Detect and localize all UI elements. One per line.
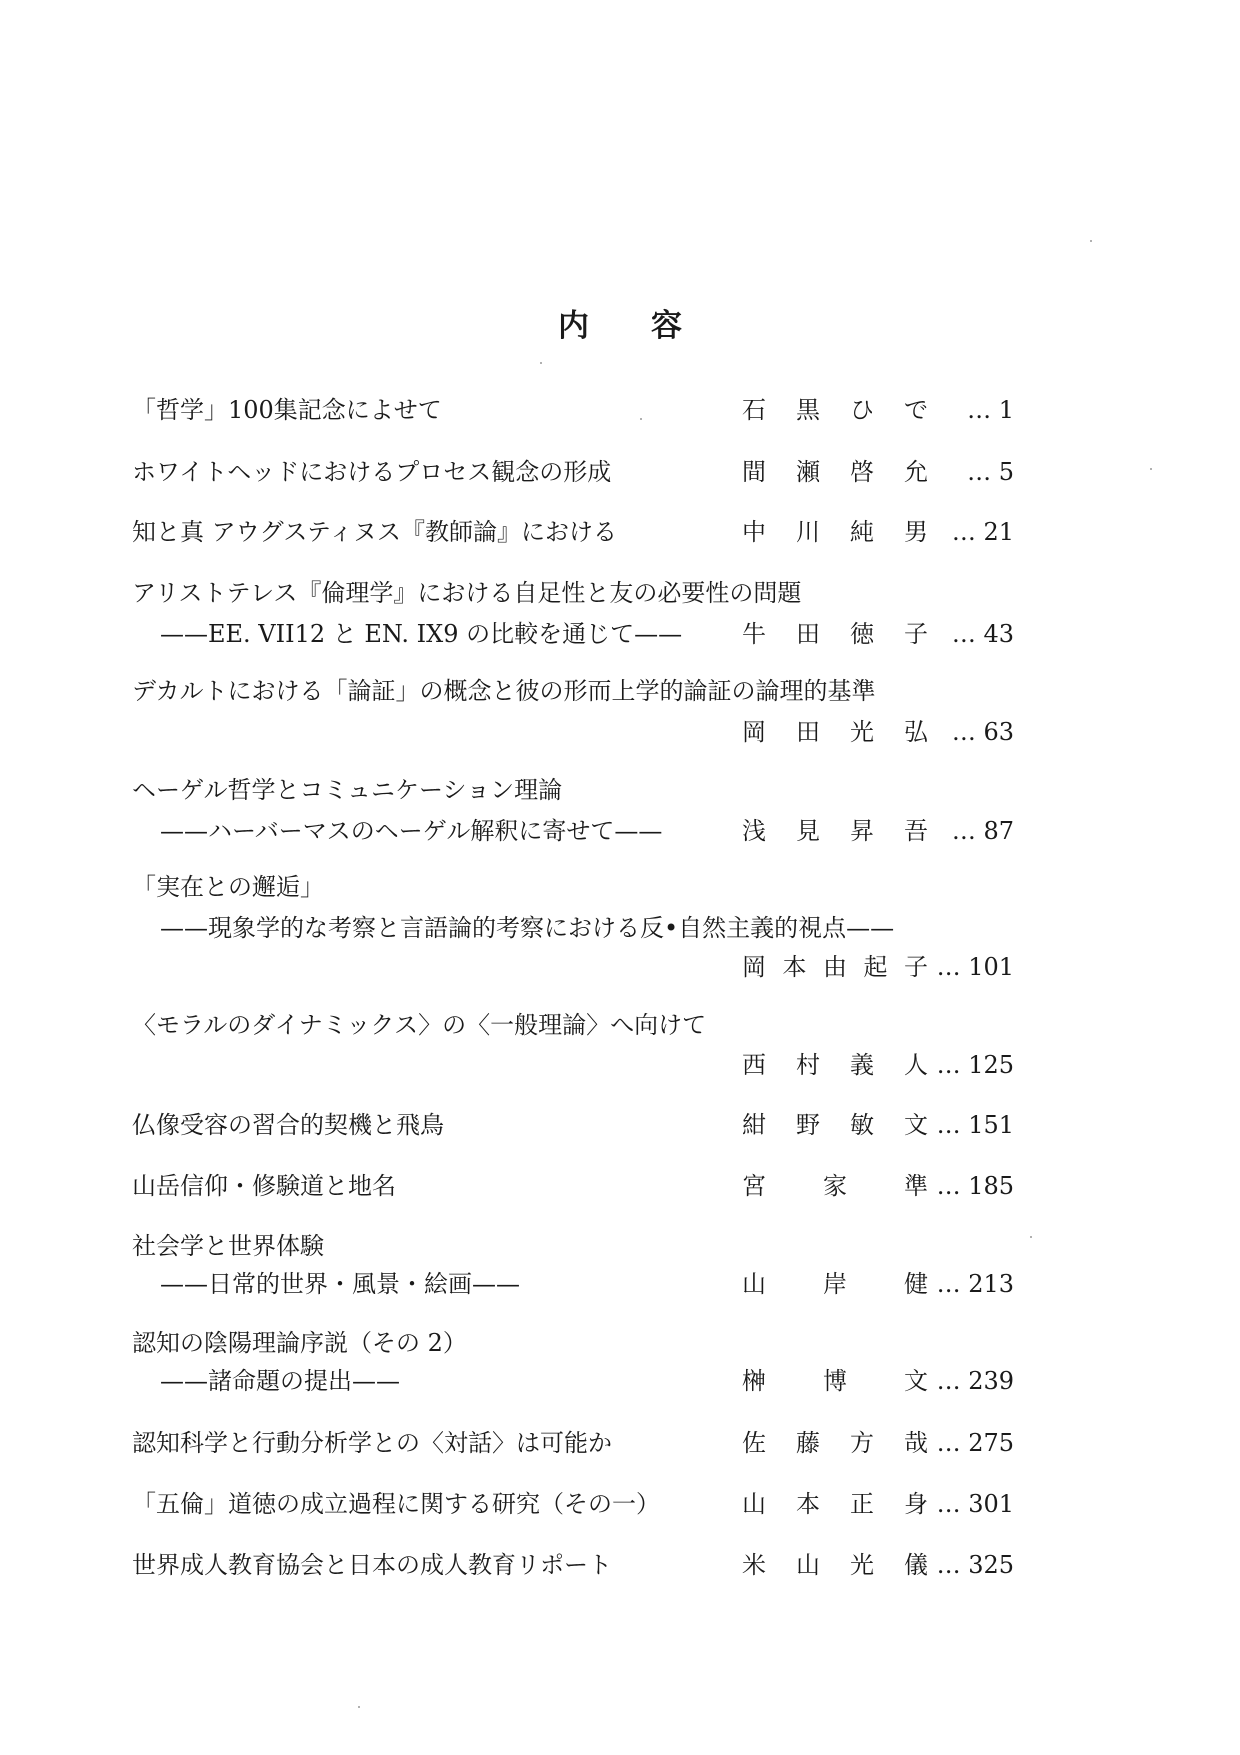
entry-title: 「哲学」100集記念によせて (132, 396, 442, 424)
author-char: 石 (742, 396, 766, 424)
entry-title: 社会学と世界体験 (132, 1232, 324, 1260)
entry-title: 山岳信仰・修験道と地名 (132, 1172, 396, 1200)
entry-author (742, 1487, 928, 1521)
author-char: 浅 (742, 817, 766, 845)
entry-page: … 87 (951, 817, 1014, 845)
entry-author (742, 617, 928, 651)
author-char: 黒 (796, 396, 820, 424)
author-char: 田 (796, 620, 820, 648)
author-char: 子 (904, 620, 928, 648)
entry-page: … 301 (936, 1490, 1014, 1518)
author-char: 本 (782, 953, 807, 981)
author-char: 啓 (850, 458, 874, 486)
author-char: 紺 (742, 1111, 766, 1139)
author-char: 純 (850, 518, 874, 546)
author-char: 岸 (823, 1270, 847, 1298)
entry-subtitle: ——諸命題の提出—— (160, 1367, 400, 1395)
entry-page: … 151 (936, 1111, 1014, 1139)
author-char: ひ (850, 396, 874, 424)
entry-title: 世界成人教育協会と日本の成人教育リポート (132, 1551, 612, 1579)
entry-author (742, 1364, 928, 1398)
scan-speck (1150, 468, 1152, 470)
author-char: 弘 (904, 718, 928, 746)
entry-author (742, 950, 928, 984)
author-char: 中 (742, 518, 766, 546)
author-char: 健 (904, 1270, 928, 1298)
author-char: 牛 (742, 620, 766, 648)
author-char: で (904, 396, 928, 424)
entry-title: 「実在との邂逅」 (132, 873, 324, 901)
entry-title: 「五倫」道徳の成立過程に関する研究（その一） (132, 1490, 660, 1518)
entry-author (742, 455, 928, 489)
entry-title: 知と真 アウグスティヌス『教師論』における (132, 518, 617, 546)
entry-page: … 239 (936, 1367, 1014, 1395)
scan-speck (540, 362, 542, 364)
entry-author (742, 814, 928, 848)
author-char: 方 (850, 1429, 874, 1457)
author-char: 光 (850, 1551, 874, 1579)
author-char: 宮 (742, 1172, 766, 1200)
entry-title: 認知の陰陽理論序説（その 2） (132, 1329, 467, 1357)
author-char: 見 (796, 817, 820, 845)
author-char: 間 (742, 458, 766, 486)
author-char: 由 (823, 953, 847, 981)
author-char: 村 (796, 1051, 820, 1079)
entry-page: … 325 (936, 1551, 1014, 1579)
entry-title: 仏像受容の習合的契機と飛鳥 (132, 1111, 444, 1139)
scan-speck (640, 418, 642, 420)
author-char: 起 (863, 953, 888, 981)
entry-page: … 125 (936, 1051, 1014, 1079)
author-char: 哉 (904, 1429, 928, 1457)
author-char: 瀬 (796, 458, 820, 486)
entry-page: … 63 (951, 718, 1014, 746)
entry-subtitle: ——日常的世界・風景・絵画—— (160, 1270, 520, 1298)
entry-author (742, 515, 928, 549)
entry-author (742, 1548, 928, 1582)
author-char: 身 (904, 1490, 928, 1518)
author-char: 光 (850, 718, 874, 746)
author-char: 家 (823, 1172, 847, 1200)
author-char: 徳 (850, 620, 874, 648)
author-char: 博 (823, 1367, 847, 1395)
scan-speck (358, 1706, 360, 1708)
author-char: 山 (796, 1551, 820, 1579)
author-char: 儀 (904, 1551, 928, 1579)
author-char: 榊 (742, 1367, 766, 1395)
entry-subtitle: ——EE. VII12 と EN. IX9 の比較を通じて—— (160, 620, 683, 648)
author-char: 西 (742, 1051, 766, 1079)
entry-subtitle: ——現象学的な考察と言語論的考察における反•自然主義的視点—— (160, 914, 895, 942)
entry-title: デカルトにおける「論証」の概念と彼の形而上学的論証の論理的基準 (132, 677, 876, 705)
author-char: 岡 (742, 953, 766, 981)
entry-title: 〈モラルのダイナミックス〉の〈一般理論〉へ向けて (132, 1011, 707, 1039)
author-char: 義 (850, 1051, 874, 1079)
author-char: 山 (742, 1490, 766, 1518)
scan-speck (1030, 1236, 1032, 1238)
entry-subtitle: ——ハーバーマスのヘーゲル解釈に寄せて—— (160, 817, 663, 845)
author-char: 人 (904, 1051, 928, 1079)
entry-author (742, 1169, 928, 1203)
entry-page: … 21 (951, 518, 1014, 546)
author-char: 允 (904, 458, 928, 486)
entry-page: … 275 (936, 1429, 1014, 1457)
author-char: 川 (796, 518, 820, 546)
author-char: 藤 (796, 1429, 820, 1457)
entry-page: … 213 (936, 1270, 1014, 1298)
entry-author (742, 1048, 928, 1082)
author-char: 本 (796, 1490, 820, 1518)
author-char: 米 (742, 1551, 766, 1579)
author-char: 佐 (742, 1429, 766, 1457)
author-char: 敏 (850, 1111, 874, 1139)
entry-page: … 101 (936, 953, 1014, 981)
author-char: 昇 (850, 817, 874, 845)
entry-title: ヘーゲル哲学とコミュニケーション理論 (132, 776, 563, 804)
author-char: 準 (904, 1172, 928, 1200)
author-char: 野 (796, 1111, 820, 1139)
author-char: 田 (796, 718, 820, 746)
author-char: 岡 (742, 718, 766, 746)
entry-page: … 5 (967, 458, 1014, 486)
entry-author (742, 715, 928, 749)
entry-title: 認知科学と行動分析学との〈対話〉は可能か (132, 1429, 612, 1457)
page-title: 内容 (558, 308, 744, 344)
entry-author (742, 1426, 928, 1460)
author-char: 文 (904, 1111, 928, 1139)
entry-page: … 185 (936, 1172, 1014, 1200)
entry-page: … 43 (951, 620, 1014, 648)
scan-speck (1090, 240, 1092, 242)
entry-title: ホワイトヘッドにおけるプロセス観念の形成 (132, 458, 612, 486)
author-char: 男 (904, 518, 928, 546)
entry-page: … 1 (967, 396, 1014, 424)
author-char: 山 (742, 1270, 766, 1298)
entry-author (742, 1108, 928, 1142)
entry-author (742, 393, 928, 427)
author-char: 吾 (904, 817, 928, 845)
author-char: 正 (850, 1490, 874, 1518)
author-char: 文 (904, 1367, 928, 1395)
entry-title: アリストテレス『倫理学』における自足性と友の必要性の問題 (132, 579, 802, 607)
author-char: 子 (904, 953, 928, 981)
entry-author (742, 1267, 928, 1301)
